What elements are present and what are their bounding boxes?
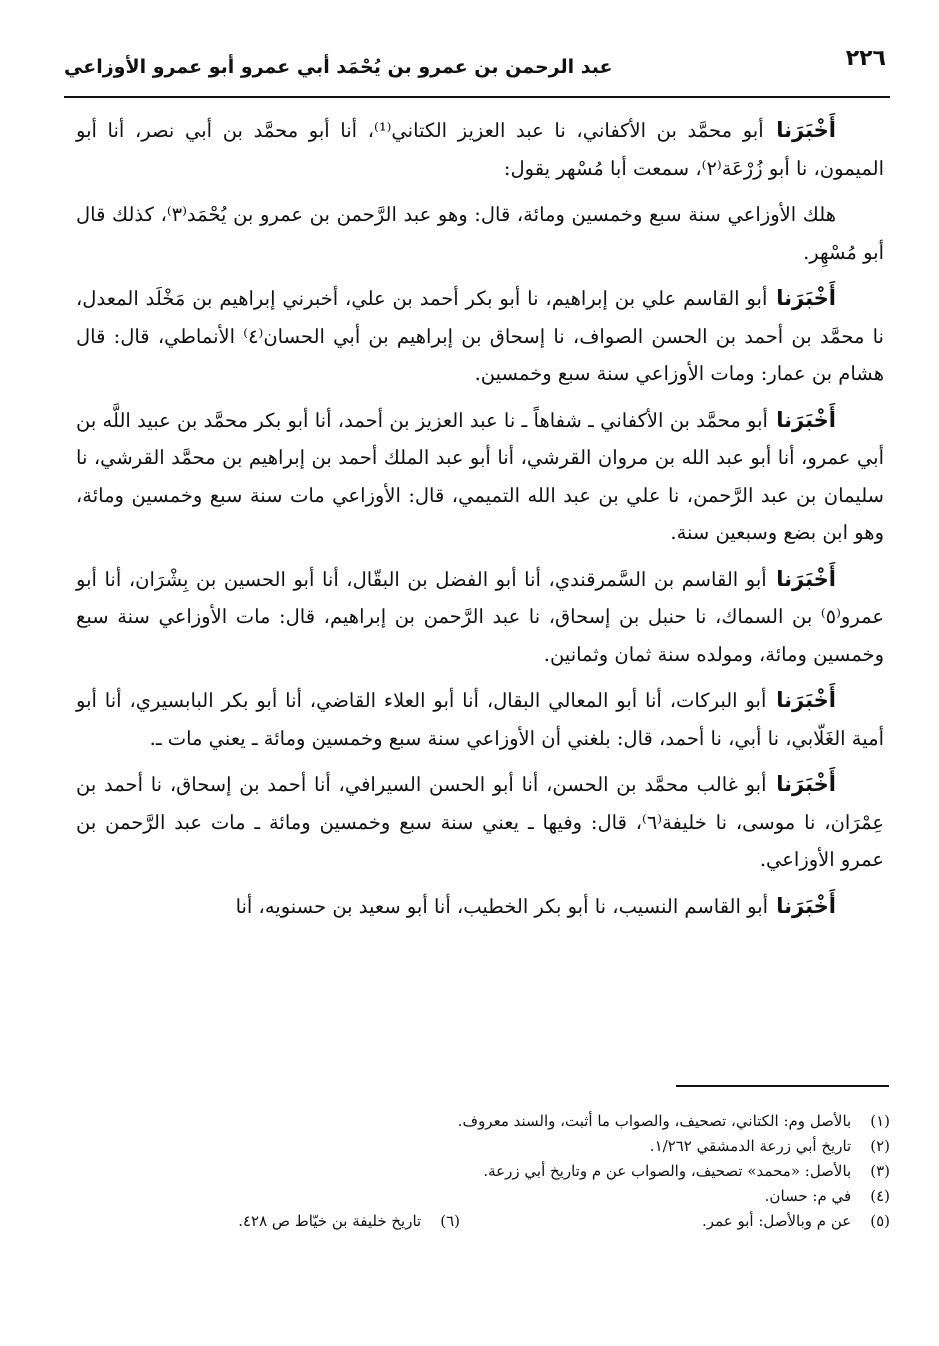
footnote-text: عن م وبالأصل: أبو عمر. [702,1212,852,1230]
main-text [76,112,884,934]
paragraph-keyword: أَخْبَرَنا [776,286,836,310]
footnote [150,1134,890,1159]
paragraph [76,112,884,187]
paragraph [76,402,884,552]
paragraph-keyword: أَخْبَرَنا [776,772,836,796]
running-title: عبد الرحمن بن عمرو بن يُحْمَد أبي عمرو أبو عمرو الأوزاعي [64,56,613,78]
paragraph-text: أبو القاسم النسيب، نا أبو بكر الخطيب، أنا أبو سعيد بن حسنويه، أنا [235,894,769,918]
paragraph-text: أبو البركات، أنا أبو المعالي البقال، أنا أبو العلاء القاضي، أنا أبو بكر البابسيري، أنا أبو أمية الغَلّابي، نا أبي، نا أحمد، قال: بلغني أن الأوزاعي سنة سبع وخمسين ومائة ـ يعني مات ـ. [76,689,884,750]
paragraph-keyword: أَخْبَرَنا [776,407,836,432]
footnote-row [150,1209,890,1234]
footnote-text: تاريخ خليفة بن خيّاط ص ٤٢٨. [238,1212,422,1230]
paragraph-keyword: أَخْبَرَنا [776,118,837,142]
paragraph-keyword: أَخْبَرَنا [776,566,836,591]
footnote [150,1184,890,1209]
paragraph-text: أبو غالب محمَّد بن الحسن، أنا أبو الحسن السيرافي، أنا أحمد بن إسحاق، نا أحمد بن عِمْرَان، نا موسى، نا خليفة⁽٦⁾، قال: وفيها ـ يعني سنة سبع وخمسين ومائة ـ مات عبد الرَّحمن بن عمرو الأوزاعي. [76,773,884,871]
footnote-number: (٤) [870,1187,890,1205]
paragraph [76,682,884,757]
paragraph-text: أبو القاسم بن السَّمرقندي، أنا أبو الفضل بن البقّال، أنا أبو الحسين بن بِشْرَان، أنا أبو عمرو⁽٥⁾ بن السماك، نا حنبل بن إسحاق، نا عبد الرَّحمن بن إبراهيم، قال: مات الأوزاعي سنة سبع وخمسين ومائة، ومولده سنة ثمان وثمانين. [76,567,884,666]
paragraph-text: أبو القاسم علي بن إبراهيم، نا أبو بكر أحمد بن علي، أخبرني إبراهيم بن مَخْلَد المعدل، نا محمَّد بن أحمد بن الحسن الصواف، نا إسحاق بن إبراهيم بن أبي الحسان⁽٤⁾ الأنماطي، قال: قال هشام بن عمار: ومات الأوزاعي سنة سبع وخمسين. [76,287,884,385]
paragraph [76,888,884,926]
paragraph-text: أبو محمَّد بن الأكفاني ـ شفاهاً ـ نا عبد العزيز بن أحمد، أنا أبو بكر محمَّد بن عبيد اللَّه بن أبي عمرو، أنا أبو عبد الله بن مروان القرشي، أنا أبو عبد الملك أحمد بن إبراهيم بن محمَّد القرشي، نا سليمان بن عبد الرَّحمن، نا علي بن عبد الله التميمي، قال: الأوزاعي مات سنة سبع وخمسين ومائة، وهو ابن بضع وسبعين سنة. [76,408,884,544]
footnote [150,1159,890,1184]
paragraph [76,561,884,674]
footnote-text: بالأصل: «محمد» تصحيف، والصواب عن م وتاريخ أبي زرعة. [483,1162,852,1180]
footnotes [150,1109,890,1234]
footnote-divider [676,1085,889,1087]
footnote-text: تاريخ أبي زرعة الدمشقي ١/٢٦٢. [649,1137,852,1155]
page-number: ٢٢٦ [845,46,886,71]
paragraph-keyword: أَخْبَرَنا [776,893,836,918]
footnote [702,1209,890,1234]
footnote-text: في م: حسان. [764,1187,852,1205]
footnote-text: بالأصل وم: الكتاني، تصحيف، والصواب ما أثبت، والسند معروف. [457,1112,852,1130]
paragraph-text: أبو محمَّد بن الأكفاني، نا عبد العزيز الكتاني⁽¹⁾، أنا أبو محمَّد بن أبي نصر، أنا أبو الميمون، نا أبو زُرْعَة⁽٢⁾، سمعت أبا مُسْهر يقول: [76,119,884,180]
paragraph-text: هلك الأوزاعي سنة سبع وخمسين ومائة، قال: وهو عبد الرَّحمن بن عمرو بن يُحْمَد⁽٣⁾، كذلك قال أبو مُسْهِر. [76,203,884,264]
paragraph-keyword: أَخْبَرَنا [776,688,836,712]
footnote-number: (١) [870,1112,890,1130]
footnote [150,1109,890,1134]
footnote-number: (٥) [870,1212,890,1230]
page-header [64,44,890,98]
footnote [238,1209,460,1234]
footnote-number: (٢) [870,1137,890,1155]
paragraph [76,280,884,393]
paragraph [76,766,884,879]
footnote-number: (٣) [870,1162,890,1180]
paragraph [76,196,884,271]
footnote-number: (٦) [440,1212,460,1230]
